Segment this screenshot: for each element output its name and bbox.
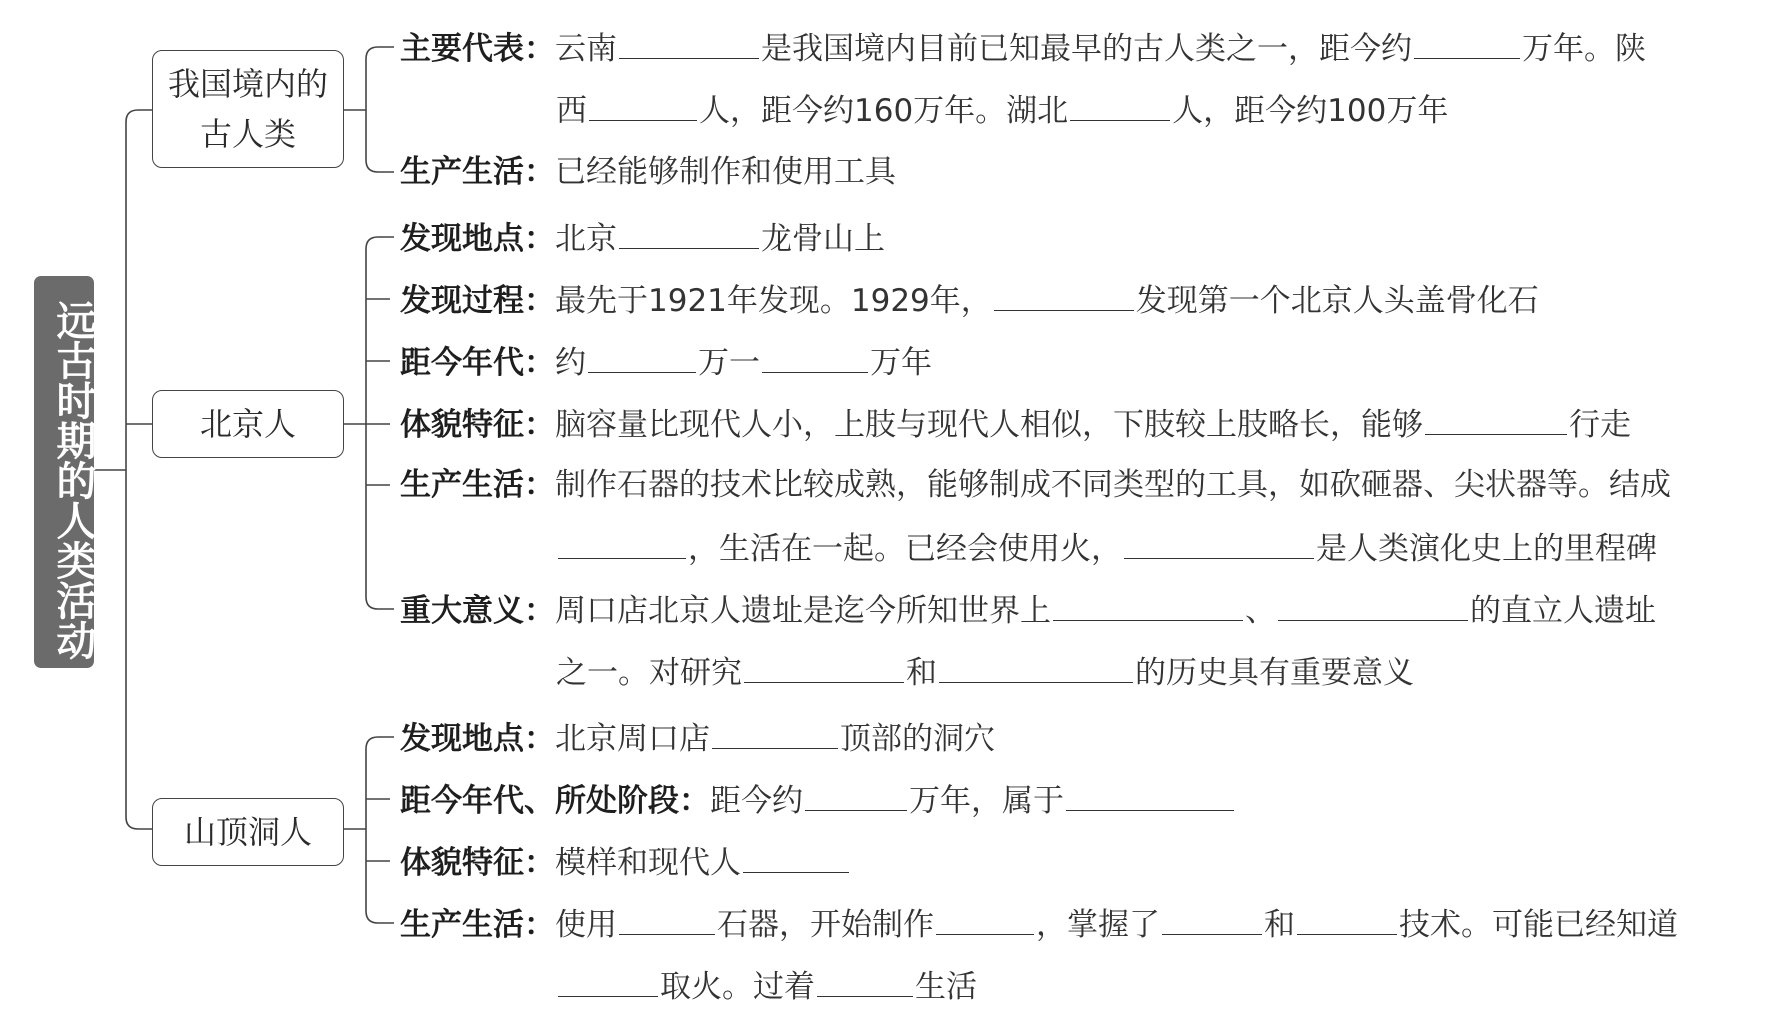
branch-0-row-0 xyxy=(400,28,1646,68)
row-text: 龙骨山上 xyxy=(761,221,885,257)
root-node xyxy=(34,276,94,668)
row-label: 发现地点： xyxy=(400,721,555,757)
bracket-0-tick xyxy=(366,160,394,172)
fill-blank[interactable] xyxy=(619,218,759,249)
row-text: 距今约 xyxy=(710,783,803,819)
row-text: 万一 xyxy=(698,345,760,381)
row-text: 行走 xyxy=(1569,407,1631,443)
row-label: 体貌特征： xyxy=(400,407,555,443)
row-text: 生活 xyxy=(915,969,977,1005)
fill-blank[interactable] xyxy=(1162,904,1262,935)
row-text: 和 xyxy=(1264,907,1295,943)
row-text: 顶部的洞穴 xyxy=(840,721,995,757)
row-text: 、 xyxy=(1245,593,1276,629)
row-text: 人，距今约100万年 xyxy=(1172,93,1449,129)
fill-blank[interactable] xyxy=(1278,590,1468,621)
row-label: 生产生活： xyxy=(400,154,555,190)
fill-blank[interactable] xyxy=(619,904,715,935)
branch-1-row-1 xyxy=(400,280,1539,320)
fill-blank[interactable] xyxy=(805,780,907,811)
branch-node-ancient-humans xyxy=(152,50,344,168)
branch-1-row-3 xyxy=(400,404,1631,444)
branch-label-line: 山顶洞人 xyxy=(183,813,312,851)
branch-link xyxy=(126,817,152,829)
fill-blank[interactable] xyxy=(712,718,838,749)
row-text: 万年 xyxy=(870,345,932,381)
row-label: 距今年代、所处阶段： xyxy=(400,783,710,819)
row-text: 已经能够制作和使用工具 xyxy=(555,154,896,190)
row-text: 周口店北京人遗址是迄今所知世界上 xyxy=(555,593,1051,629)
fill-blank[interactable] xyxy=(1124,528,1314,559)
row-text: 西 xyxy=(556,93,587,129)
row-text: 是人类演化史上的里程碑 xyxy=(1316,531,1657,567)
fill-blank[interactable] xyxy=(743,842,849,873)
row-label: 生产生活： xyxy=(400,907,555,943)
branch-label-line: 古人类 xyxy=(199,115,296,153)
branch-link xyxy=(126,110,152,122)
row-text: 脑容量比现代人小，上肢与现代人相似，下肢较上肢略长，能够 xyxy=(555,407,1423,443)
fill-blank[interactable] xyxy=(939,652,1133,683)
bracket-1-tick xyxy=(366,237,394,249)
branch-2-row-1 xyxy=(400,780,1236,820)
bracket-0-tick xyxy=(366,47,394,59)
branch-label-line: 北京人 xyxy=(199,405,296,443)
branch-1-row-5 xyxy=(556,528,1657,568)
bracket-1-tick xyxy=(366,597,394,609)
fill-blank[interactable] xyxy=(589,90,697,121)
row-text: 万年，属于 xyxy=(909,783,1064,819)
branch-2-row-2 xyxy=(400,842,851,882)
row-text: ，掌握了 xyxy=(1036,907,1160,943)
fill-blank[interactable] xyxy=(558,528,686,559)
fill-blank[interactable] xyxy=(558,966,658,997)
row-text: 北京周口店 xyxy=(555,721,710,757)
fill-blank[interactable] xyxy=(1070,90,1170,121)
fill-blank[interactable] xyxy=(994,280,1134,311)
branch-1-row-0 xyxy=(400,218,885,258)
row-label: 发现过程： xyxy=(400,283,555,319)
row-text: 约 xyxy=(555,345,586,381)
branch-0-row-2 xyxy=(400,153,896,191)
fill-blank[interactable] xyxy=(1297,904,1397,935)
fill-blank[interactable] xyxy=(588,342,696,373)
branch-1-row-6 xyxy=(400,590,1656,630)
branch-node-upper-cave-man xyxy=(152,798,344,866)
row-text: 是我国境内目前已知最早的古人类之一，距今约 xyxy=(761,31,1412,67)
row-label: 距今年代： xyxy=(400,345,555,381)
branch-1-row-2 xyxy=(400,342,932,382)
row-label: 重大意义： xyxy=(400,593,555,629)
row-text: ，生活在一起。已经会使用火， xyxy=(688,531,1122,567)
root-node-label: 远古时期的人类活动 xyxy=(50,300,96,660)
bracket-2-tick xyxy=(366,737,394,749)
row-label: 体貌特征： xyxy=(400,845,555,881)
branch-node-peking-man xyxy=(152,390,344,458)
branch-0-row-1 xyxy=(556,90,1448,130)
row-text: 发现第一个北京人头盖骨化石 xyxy=(1135,283,1539,319)
bracket-2-tick xyxy=(366,911,394,923)
branch-label-line: 我国境内的 xyxy=(167,65,328,103)
fill-blank[interactable] xyxy=(817,966,913,997)
fill-blank[interactable] xyxy=(1053,590,1243,621)
row-text: 使用 xyxy=(555,907,617,943)
row-text: 万年。陕 xyxy=(1522,31,1646,67)
fill-blank[interactable] xyxy=(744,652,904,683)
row-text: 北京 xyxy=(555,221,617,257)
row-text: 云南 xyxy=(555,31,617,67)
row-label: 发现地点： xyxy=(400,221,555,257)
row-text: 之一。对研究 xyxy=(556,655,742,691)
fill-blank[interactable] xyxy=(619,28,759,59)
row-text: 石器，开始制作 xyxy=(717,907,934,943)
fill-blank[interactable] xyxy=(936,904,1034,935)
branch-2-row-3 xyxy=(400,904,1678,944)
row-text: 最先于1921年发现。1929年， xyxy=(555,283,992,319)
fill-blank[interactable] xyxy=(762,342,868,373)
row-label: 生产生活： xyxy=(400,467,555,503)
row-text: 技术。可能已经知道 xyxy=(1399,907,1678,943)
fill-blank[interactable] xyxy=(1066,780,1234,811)
row-text: 取火。过着 xyxy=(660,969,815,1005)
row-text: 制作石器的技术比较成熟，能够制成不同类型的工具，如砍砸器、尖状器等。结成 xyxy=(555,467,1671,503)
row-text: 的历史具有重要意义 xyxy=(1135,655,1414,691)
branch-2-row-4 xyxy=(556,966,977,1006)
row-text: 人，距今约160万年。湖北 xyxy=(699,93,1069,129)
row-text: 和 xyxy=(906,655,937,691)
row-text: 的直立人遗址 xyxy=(1470,593,1656,629)
fill-blank[interactable] xyxy=(1414,28,1520,59)
row-text: 模样和现代人 xyxy=(555,845,741,881)
row-label: 主要代表： xyxy=(400,31,555,67)
fill-blank[interactable] xyxy=(1425,404,1567,435)
branch-2-row-0 xyxy=(400,718,995,758)
branch-1-row-4 xyxy=(400,466,1671,504)
branch-1-row-7 xyxy=(556,652,1414,692)
